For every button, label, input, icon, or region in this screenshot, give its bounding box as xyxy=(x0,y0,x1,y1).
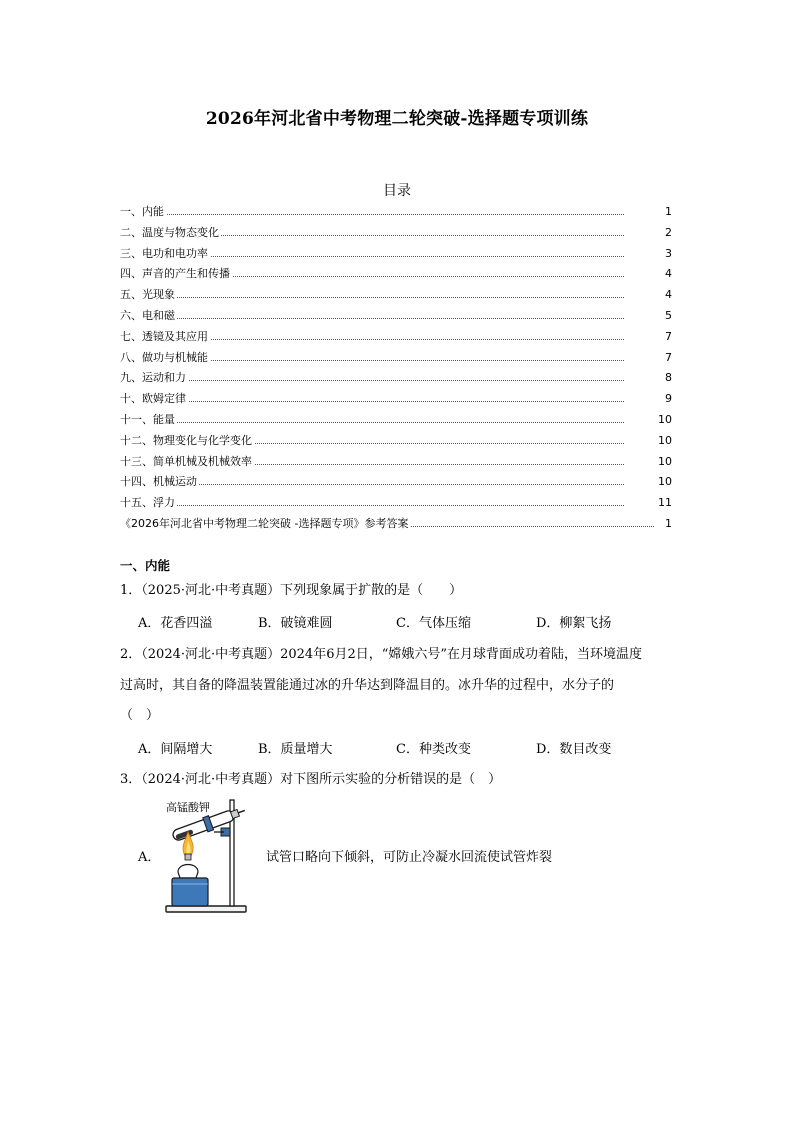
toc-entry-label: 十、欧姆定律 xyxy=(120,389,188,410)
option-a-text: 试管口略向下倾斜，可防止冷凝水回流使试管炸裂 xyxy=(266,850,553,865)
option-a[interactable]: A．花香四溢 xyxy=(138,616,213,631)
section-heading: 一、内能 xyxy=(120,558,171,573)
toc-entry-page: 7 xyxy=(665,329,672,343)
option-b[interactable]: B．质量增大 xyxy=(258,742,333,757)
toc-entry-label: 四、声音的产生和传播 xyxy=(120,264,232,285)
toc-entry-label: 十五、浮力 xyxy=(120,493,177,514)
toc-leader xyxy=(120,297,624,298)
toc-entry-page: 3 xyxy=(665,246,672,260)
toc-entry-page: 5 xyxy=(665,308,672,322)
toc-entry-page: 1 xyxy=(665,516,672,530)
toc-entry-page: 4 xyxy=(665,267,672,281)
toc-entry-label: 十二、物理变化与化学变化 xyxy=(120,431,254,452)
document-title: 2026年河北省中考物理二轮突破-选择题专项训练 xyxy=(205,109,589,129)
question-2-options xyxy=(138,738,678,762)
toc-entry-page: 8 xyxy=(665,371,672,385)
toc-entry-label: 《2026年河北省中考物理二轮突破 -选择题专项》参考答案 xyxy=(120,514,410,535)
toc-entry[interactable] xyxy=(120,327,676,348)
toc-leader xyxy=(120,214,624,215)
option-d[interactable]: D．数目改变 xyxy=(536,742,612,757)
toc-entry-page: 4 xyxy=(665,288,672,302)
toc-entry-label: 九、运动和力 xyxy=(120,368,188,389)
toc-entry-page: 7 xyxy=(665,350,672,364)
question-3-stem: 3．（2024·河北·中考真题）对下图所示实验的分析错误的是（ ） xyxy=(120,772,502,787)
toc-entry[interactable] xyxy=(120,410,676,431)
toc-entry-answers[interactable] xyxy=(120,514,676,535)
toc-entry[interactable] xyxy=(120,202,676,223)
question-1-stem: 1．（2025·河北·中考真题）下列现象属于扩散的是（ ） xyxy=(120,583,463,598)
lamp-wick-holder xyxy=(185,854,191,860)
toc-entry-label: 十四、机械运动 xyxy=(120,472,199,493)
toc-entry[interactable] xyxy=(120,493,676,514)
toc-entry[interactable] xyxy=(120,223,676,244)
option-d[interactable]: D．柳絮飞扬 xyxy=(536,616,612,631)
toc-entry-label: 十三、简单机械及机械效率 xyxy=(120,452,254,473)
toc-entry[interactable] xyxy=(120,264,676,285)
toc-entry[interactable] xyxy=(120,306,676,327)
option-c[interactable]: C．气体压缩 xyxy=(396,616,471,631)
question-2-stem-line-1: 2．（2024·河北·中考真题）2024年6月2日，“嫦娥六号”在月球背面成功着陆，当环境温度 xyxy=(120,647,643,662)
question-2-stem-line-3: （ ） xyxy=(120,708,160,723)
toc-entry[interactable] xyxy=(120,431,676,452)
toc-entry-page: 1 xyxy=(665,205,672,218)
option-b[interactable]: B．破镜难圆 xyxy=(258,616,333,631)
question-2-stem-line-2: 过高时，其自备的降温装置能通过冰的升华达到降温目的。冰升华的过程中，水分子的 xyxy=(120,678,615,693)
toc-entry-label: 二、温度与物态变化 xyxy=(120,223,221,244)
toc-entry[interactable] xyxy=(120,472,676,493)
toc-entry-label: 三、电功和电功率 xyxy=(120,244,210,265)
question-1-options xyxy=(138,612,678,636)
option-a[interactable]: A．间隔增大 xyxy=(138,742,213,757)
toc-leader xyxy=(120,422,624,423)
toc-leader xyxy=(120,380,624,381)
toc-entry-page: 11 xyxy=(658,496,672,510)
toc-entry[interactable] xyxy=(120,452,676,473)
toc-entry[interactable] xyxy=(120,389,676,410)
toc-entry-label: 五、光现象 xyxy=(120,285,177,306)
toc-entry-label: 一、内能 xyxy=(120,202,166,223)
toc-entry-page: 10 xyxy=(658,412,672,426)
stand-base xyxy=(166,906,246,912)
wooden-block xyxy=(172,878,208,906)
toc-entry-page: 10 xyxy=(658,433,672,447)
toc-entry-page: 10 xyxy=(658,454,672,468)
toc-entry-label: 八、做功与机械能 xyxy=(120,348,210,369)
toc-entry-page: 10 xyxy=(658,475,672,489)
toc-entry[interactable] xyxy=(120,348,676,369)
table-of-contents xyxy=(120,202,676,535)
toc-entry[interactable] xyxy=(120,368,676,389)
toc-entry-label: 六、电和磁 xyxy=(120,306,177,327)
toc-heading: 目录 xyxy=(383,183,411,199)
toc-entry-page: 9 xyxy=(665,392,672,406)
toc-entry-page: 2 xyxy=(665,225,672,239)
toc-entry-label: 十一、能量 xyxy=(120,410,177,431)
toc-entry[interactable] xyxy=(120,244,676,265)
option-c[interactable]: C．种类改变 xyxy=(396,742,471,757)
option-a-letter[interactable]: A． xyxy=(138,850,161,865)
toc-entry[interactable] xyxy=(120,285,676,306)
toc-entry-label: 七、透镜及其应用 xyxy=(120,327,210,348)
lab-apparatus-figure xyxy=(158,798,248,916)
alcohol-lamp xyxy=(178,865,198,879)
toc-leader xyxy=(120,505,624,506)
toc-leader xyxy=(120,401,624,402)
toc-leader xyxy=(120,318,624,319)
figure-label: 高锰酸钾 xyxy=(166,801,210,814)
